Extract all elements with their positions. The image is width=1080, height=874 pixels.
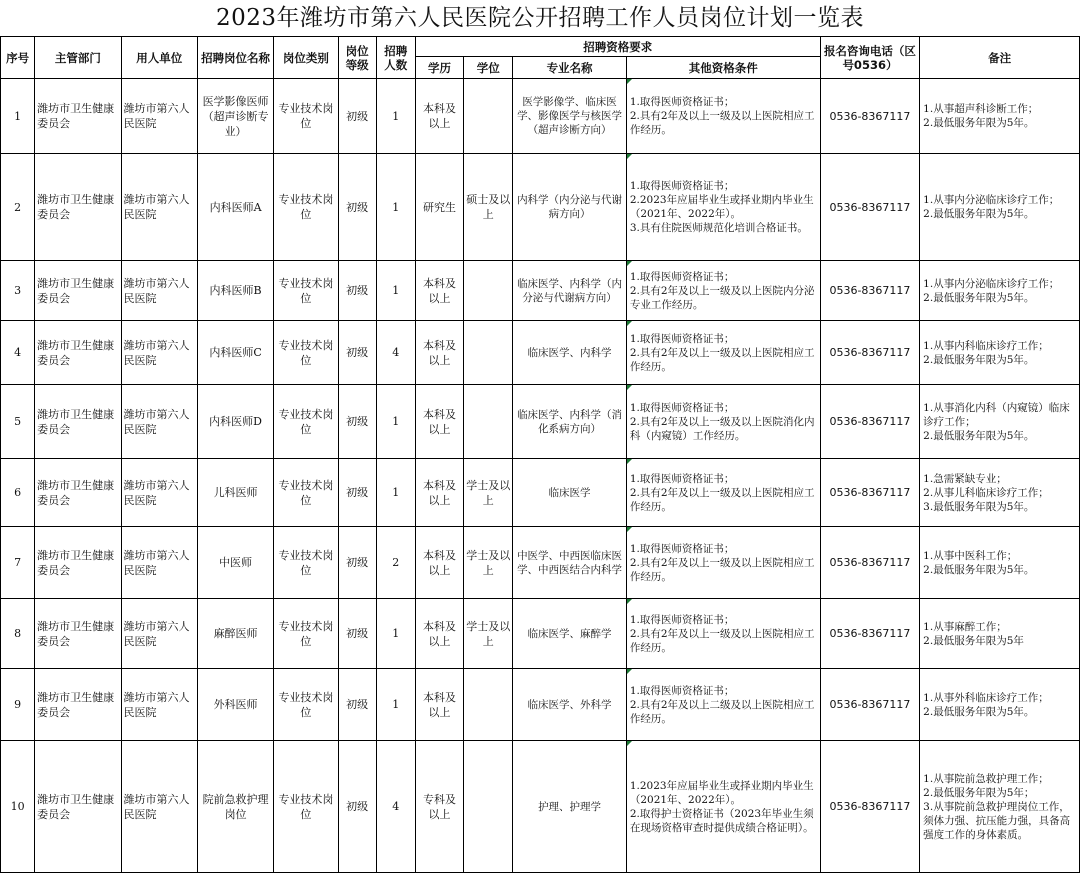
cell-unit: 潍坊市第六人民医院 [121,261,197,321]
cell-level: 初级 [338,79,376,154]
remark-line: 1.从事内分泌临床诊疗工作； [923,277,1060,290]
requirement-line: 2.具有2年及以上二级及以上医院相应工作经历。 [629,698,815,725]
cell-major: 临床医学、外科学 [513,669,627,741]
cell-level: 初级 [338,154,376,261]
cell-education: 本科及以上 [415,385,463,459]
requirement-line: 2.具有2年及以上一级及以上医院相应工作经历。 [629,346,815,373]
requirement-line: 1.取得医师资格证书； [629,472,735,485]
remark-line: 1.从事中医科工作； [923,549,1018,562]
remark-line: 2.最低服务年限为5年。 [923,208,1035,220]
cell-category: 专业技术岗位 [274,321,338,385]
cell-major: 内科学（内分泌与代谢病方向） [513,154,627,261]
cell-remarks [920,261,1080,321]
cell-degree: 学士及以上 [464,527,513,599]
cell-major: 护理、护理学 [513,741,627,873]
cell-remarks [920,599,1080,669]
cell-education: 本科及以上 [415,321,463,385]
cell-major: 医学影像学、临床医学、影像医学与核医学（超声诊断方向） [513,79,627,154]
cell-degree: 学士及以上 [464,459,513,527]
remark-line: 2.最低服务年限为5年 [923,634,1024,647]
cell-phone: 0536-8367117 [820,154,919,261]
cell-remarks [920,741,1080,873]
cell-unit: 潍坊市第六人民医院 [121,527,197,599]
cell-position: 内科医师B [197,261,273,321]
cell-count: 2 [376,527,415,599]
cell-remarks [920,527,1080,599]
cell-phone: 0536-8367117 [820,79,919,154]
cell-phone: 0536-8367117 [820,669,919,741]
remark-line: 2.最低服务年限为5年。 [923,705,1035,718]
cell-degree [464,669,513,741]
cell-position: 中医师 [197,527,273,599]
cell-count: 1 [376,669,415,741]
header-major: 专业名称 [513,57,627,79]
cell-dept: 潍坊市卫生健康委员会 [35,154,121,261]
requirement-line: 3.具有住院医师规范化培训合格证书。 [629,222,808,234]
cell-position: 医学影像医师（超声诊断专业） [197,79,273,154]
requirement-line: 1.2023年应届毕业生或择业期内毕业生（2021年、2022年）。 [629,779,814,806]
remark-line: 1.从事外科临床诊疗工作； [923,691,1049,704]
cell-seq: 6 [1,459,35,527]
requirement-line: 1.取得医师资格证书； [629,542,735,555]
table-row [1,385,1080,459]
cell-education: 研究生 [415,154,463,261]
cell-unit: 潍坊市第六人民医院 [121,599,197,669]
cell-degree [464,321,513,385]
cell-other-requirements [626,741,820,873]
cell-other-requirements [626,321,820,385]
cell-education: 本科及以上 [415,527,463,599]
requirement-line: 2.具有2年及以上一级及以上医院消化内科（内窥镜）工作经历。 [629,415,815,442]
cell-remarks [920,321,1080,385]
cell-phone: 0536-8367117 [820,459,919,527]
remark-line: 2.最低服务年限为5年。 [923,429,1035,442]
remark-line: 2.从事儿科临床诊疗工作； [923,486,1049,499]
requirement-line: 1.取得医师资格证书； [629,332,735,345]
cell-position: 外科医师 [197,669,273,741]
cell-category: 专业技术岗位 [274,459,338,527]
cell-phone: 0536-8367117 [820,321,919,385]
cell-other-requirements [626,599,820,669]
table-row [1,599,1080,669]
cell-phone: 0536-8367117 [820,599,919,669]
cell-category: 专业技术岗位 [274,527,338,599]
cell-phone: 0536-8367117 [820,261,919,321]
requirement-line: 1.取得医师资格证书； [629,613,735,626]
header-phone: 报名咨询电话（区号0536） [820,37,919,79]
cell-count: 1 [376,79,415,154]
table-row [1,459,1080,527]
table-row [1,741,1080,873]
cell-remarks [920,669,1080,741]
cell-other-requirements [626,527,820,599]
cell-level: 初级 [338,321,376,385]
requirement-line: 2.具有2年及以上一级及以上医院相应工作经历。 [629,556,815,583]
remark-line: 1.从事院前急救护理工作； [923,772,1049,785]
requirement-line: 1.取得医师资格证书； [629,684,735,697]
requirement-line: 1.取得医师资格证书； [629,270,735,283]
cell-category: 专业技术岗位 [274,154,338,261]
cell-phone: 0536-8367117 [820,741,919,873]
table-row [1,261,1080,321]
requirement-line: 2.具有2年及以上一级及以上医院相应工作经历。 [629,110,815,136]
cell-seq: 1 [1,79,35,154]
cell-unit: 潍坊市第六人民医院 [121,321,197,385]
remark-line: 3.从事院前急救护理岗位工作，须体力强、抗压能力强，具备高强度工作的身体素质。 [923,800,1071,841]
cell-dept: 潍坊市卫生健康委员会 [35,599,121,669]
table-row [1,321,1080,385]
requirement-line: 1.取得医师资格证书； [629,401,735,414]
cell-remarks [920,79,1080,154]
cell-phone: 0536-8367117 [820,385,919,459]
cell-dept: 潍坊市卫生健康委员会 [35,261,121,321]
cell-major: 临床医学、内科学 [513,321,627,385]
cell-level: 初级 [338,669,376,741]
cell-dept: 潍坊市卫生健康委员会 [35,321,121,385]
cell-seq: 8 [1,599,35,669]
header-remarks: 备注 [920,37,1080,79]
cell-category: 专业技术岗位 [274,79,338,154]
cell-degree [464,741,513,873]
cell-other-requirements [626,79,820,154]
cell-unit: 潍坊市第六人民医院 [121,669,197,741]
cell-education: 本科及以上 [415,261,463,321]
header-other: 其他资格条件 [626,57,820,79]
cell-unit: 潍坊市第六人民医院 [121,741,197,873]
header-category: 岗位类别 [274,37,338,79]
cell-seq: 9 [1,669,35,741]
requirement-line: 2.具有2年及以上一级及以上医院相应工作经历。 [629,486,815,513]
header-requirements: 招聘资格要求 [415,37,820,57]
cell-category: 专业技术岗位 [274,599,338,669]
cell-seq: 7 [1,527,35,599]
requirement-line: 2.具有2年及以上一级及以上医院内分泌专业工作经历。 [629,284,815,311]
table-row [1,669,1080,741]
cell-unit: 潍坊市第六人民医院 [121,459,197,527]
remark-line: 2.最低服务年限为5年。 [923,117,1035,129]
cell-dept: 潍坊市卫生健康委员会 [35,741,121,873]
header-level: 岗位等级 [338,37,376,79]
cell-seq: 2 [1,154,35,261]
table-row [1,154,1080,261]
header-degree: 学位 [464,57,513,79]
cell-dept: 潍坊市卫生健康委员会 [35,459,121,527]
cell-unit: 潍坊市第六人民医院 [121,385,197,459]
requirement-line: 2.取得护士资格证书（2023年毕业生须在现场资格审查时提供成绩合格证明）。 [629,807,814,834]
cell-category: 专业技术岗位 [274,741,338,873]
cell-other-requirements [626,385,820,459]
cell-count: 1 [376,459,415,527]
cell-level: 初级 [338,527,376,599]
header-seq: 序号 [1,37,35,79]
cell-count: 4 [376,321,415,385]
requirement-line: 1.取得医师资格证书； [629,96,735,108]
header-count: 招聘人数 [376,37,415,79]
remark-line: 3.最低服务年限为5年。 [923,500,1035,513]
cell-category: 专业技术岗位 [274,669,338,741]
cell-degree [464,385,513,459]
header-unit: 用人单位 [121,37,197,79]
cell-position: 内科医师A [197,154,273,261]
cell-seq: 5 [1,385,35,459]
cell-seq: 3 [1,261,35,321]
cell-position: 院前急救护理岗位 [197,741,273,873]
cell-other-requirements [626,459,820,527]
cell-position: 麻醉医师 [197,599,273,669]
cell-education: 本科及以上 [415,599,463,669]
cell-category: 专业技术岗位 [274,385,338,459]
cell-major: 中医学、中西医临床医学、中西医结合内科学 [513,527,627,599]
cell-degree [464,79,513,154]
cell-dept: 潍坊市卫生健康委员会 [35,669,121,741]
cell-other-requirements [626,261,820,321]
cell-education: 本科及以上 [415,459,463,527]
cell-level: 初级 [338,459,376,527]
remark-line: 2.最低服务年限为5年。 [923,563,1035,576]
recruitment-table [0,36,1080,873]
header-dept: 主管部门 [35,37,121,79]
cell-major: 临床医学、内科学（内分泌与代谢病方向） [513,261,627,321]
cell-level: 初级 [338,385,376,459]
remark-line: 1.从事麻醉工作； [923,620,1007,633]
cell-education: 本科及以上 [415,79,463,154]
cell-degree [464,261,513,321]
cell-degree: 硕士及以上 [464,154,513,261]
cell-count: 1 [376,154,415,261]
remark-line: 1.急需紧缺专业； [923,472,1007,485]
page-title: 2023年潍坊市第六人民医院公开招聘工作人员岗位计划一览表 [215,5,865,31]
remark-line: 1.从事内分泌临床诊疗工作； [923,194,1060,206]
requirement-line: 2.具有2年及以上一级及以上医院相应工作经历。 [629,627,815,654]
cell-remarks [920,154,1080,261]
cell-dept: 潍坊市卫生健康委员会 [35,385,121,459]
cell-dept: 潍坊市卫生健康委员会 [35,527,121,599]
cell-unit: 潍坊市第六人民医院 [121,154,197,261]
cell-major: 临床医学 [513,459,627,527]
cell-remarks [920,459,1080,527]
remark-line: 2.最低服务年限为5年。 [923,353,1035,366]
cell-major: 临床医学、麻醉学 [513,599,627,669]
cell-category: 专业技术岗位 [274,261,338,321]
cell-remarks [920,385,1080,459]
cell-position: 儿科医师 [197,459,273,527]
requirement-line: 1.取得医师资格证书； [629,180,735,192]
cell-other-requirements [626,154,820,261]
table-row [1,79,1080,154]
cell-level: 初级 [338,741,376,873]
cell-unit: 潍坊市第六人民医院 [121,79,197,154]
table-body [1,79,1080,873]
cell-count: 1 [376,385,415,459]
table-row [1,527,1080,599]
cell-education: 本科及以上 [415,669,463,741]
cell-position: 内科医师D [197,385,273,459]
cell-phone: 0536-8367117 [820,527,919,599]
requirement-line: 2.2023年应届毕业生或择业期内毕业生（2021年、2022年）。 [629,194,814,220]
cell-dept: 潍坊市卫生健康委员会 [35,79,121,154]
cell-education: 专科及以上 [415,741,463,873]
cell-position: 内科医师C [197,321,273,385]
cell-level: 初级 [338,261,376,321]
cell-count: 1 [376,599,415,669]
cell-count: 4 [376,741,415,873]
header-position: 招聘岗位名称 [197,37,273,79]
remark-line: 1.从事超声科诊断工作； [923,103,1039,115]
remark-line: 2.最低服务年限为5年。 [923,291,1035,304]
remark-line: 1.从事消化内科（内窥镜）临床诊疗工作； [923,401,1070,428]
cell-major: 临床医学、内科学（消化系病方向） [513,385,627,459]
cell-count: 1 [376,261,415,321]
cell-seq: 4 [1,321,35,385]
cell-degree: 学士及以上 [464,599,513,669]
remark-line: 1.从事内科临床诊疗工作； [923,339,1049,352]
cell-level: 初级 [338,599,376,669]
cell-seq: 10 [1,741,35,873]
header-education: 学历 [415,57,463,79]
remark-line: 2.最低服务年限为5年； [923,786,1035,799]
cell-other-requirements [626,669,820,741]
